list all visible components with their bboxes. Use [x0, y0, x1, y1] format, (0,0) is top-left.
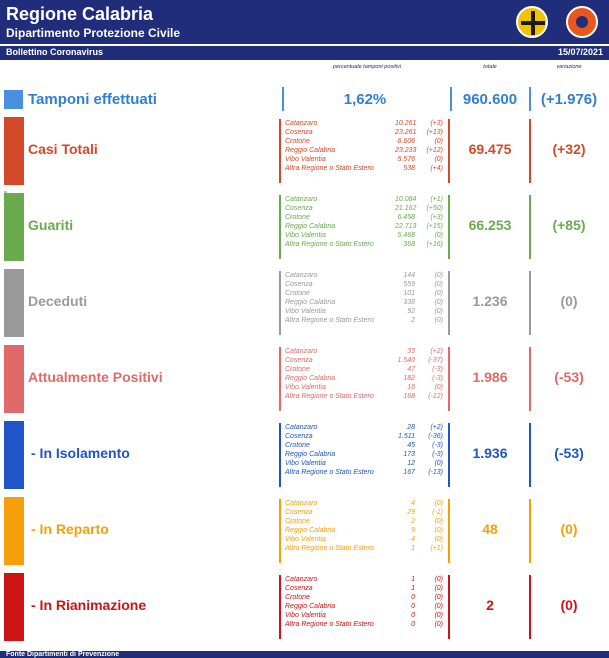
province-delta: (0) — [434, 576, 443, 583]
province-name: Catanzaro — [285, 120, 318, 127]
province-delta: (+15) — [426, 223, 443, 231]
province-delta: (0) — [434, 156, 443, 164]
province-delta: (+2) — [430, 348, 443, 355]
province-value: 92 — [407, 308, 415, 316]
separator — [529, 119, 531, 183]
province-value: 4 — [411, 500, 415, 507]
province-line — [283, 307, 447, 316]
category-row — [0, 193, 609, 261]
province-value: 2 — [411, 317, 415, 325]
header-variation: variazione — [556, 64, 582, 70]
province-name: Catanzaro — [285, 424, 318, 431]
province-name: Catanzaro — [285, 500, 318, 507]
category-total: 69.475 — [468, 141, 512, 157]
province-delta: (0) — [434, 603, 443, 611]
separator — [448, 271, 450, 335]
separator — [282, 87, 284, 111]
province-line — [283, 468, 447, 477]
province-name: Altra Regione o Stato Estero — [285, 469, 374, 477]
province-line — [283, 432, 447, 441]
separator — [448, 499, 450, 563]
province-delta: (0) — [434, 290, 443, 298]
province-line — [283, 459, 447, 468]
header-percentage: percentuale tamponi positivi — [332, 64, 402, 70]
province-delta: (0) — [434, 299, 443, 307]
province-line — [283, 222, 447, 231]
province-name: Cosenza — [285, 357, 313, 365]
province-value: 144 — [403, 272, 415, 279]
tamponi-row — [0, 84, 609, 114]
province-name: Reggio Calabria — [285, 451, 336, 459]
separator — [529, 271, 531, 335]
province-delta: (0) — [434, 308, 443, 316]
province-value: 167 — [403, 469, 415, 477]
province-line — [283, 441, 447, 450]
province-value: 12 — [407, 460, 415, 468]
category-color-box — [4, 193, 24, 261]
province-name: Vibo Valentia — [285, 536, 326, 544]
category-label: Attualmente Positivi — [28, 369, 163, 385]
province-line — [283, 584, 447, 593]
category-color-box — [4, 421, 24, 489]
province-delta: (0) — [434, 527, 443, 535]
province-name: Reggio Calabria — [285, 223, 336, 231]
category-color-box — [4, 573, 24, 641]
province-name: Reggio Calabria — [285, 527, 336, 535]
province-value: 1 — [411, 576, 415, 583]
separator — [448, 423, 450, 487]
province-list — [283, 423, 447, 487]
province-name: Catanzaro — [285, 576, 318, 583]
province-delta: (-3) — [432, 451, 443, 459]
province-line — [283, 499, 447, 508]
province-line — [283, 544, 447, 553]
province-value: 9 — [411, 527, 415, 535]
tamponi-label: Tamponi effettuati — [28, 91, 157, 108]
province-value: 168 — [403, 393, 415, 401]
category-total: 2 — [486, 597, 494, 613]
separator — [529, 195, 531, 259]
header-total: totale — [483, 64, 497, 70]
province-value: 182 — [403, 375, 415, 383]
province-name: Reggio Calabria — [285, 375, 336, 383]
page-subtitle: Dipartimento Protezione Civile — [6, 26, 181, 40]
province-line — [283, 392, 447, 401]
province-line — [283, 611, 447, 620]
category-total: 66.253 — [468, 217, 512, 233]
province-list — [283, 499, 447, 563]
category-total: 1.986 — [472, 369, 508, 385]
province-name: Altra Regione o Stato Estero — [285, 393, 374, 401]
province-value: 1.540 — [397, 357, 415, 365]
province-name: Catanzaro — [285, 196, 318, 203]
province-line — [283, 620, 447, 629]
separator — [279, 271, 281, 335]
province-value: 0 — [411, 612, 415, 620]
province-name: Vibo Valentia — [285, 232, 326, 240]
province-name: Reggio Calabria — [285, 147, 336, 155]
province-value: 2 — [411, 518, 415, 526]
province-line — [283, 155, 447, 164]
province-name: Altra Regione o Stato Estero — [285, 621, 374, 629]
separator — [279, 347, 281, 411]
province-line — [283, 374, 447, 383]
province-value: 538 — [403, 165, 415, 173]
category-row — [0, 573, 609, 641]
province-line — [283, 298, 447, 307]
province-delta: (0) — [434, 518, 443, 526]
category-label: - In Isolamento — [31, 445, 130, 461]
separator — [279, 195, 281, 259]
province-value: 1 — [411, 585, 415, 593]
category-label: Guariti — [28, 217, 74, 233]
province-name: Reggio Calabria — [285, 299, 336, 307]
bulletin-bar — [0, 46, 609, 60]
province-name: Catanzaro — [285, 272, 318, 279]
category-row — [0, 345, 609, 413]
province-name: Cosenza — [285, 585, 313, 593]
province-value: 28 — [407, 424, 415, 431]
province-value: 6.458 — [397, 214, 415, 222]
separator — [279, 119, 281, 183]
province-name: Cosenza — [285, 433, 313, 441]
province-value: 101 — [403, 290, 415, 298]
category-row — [0, 269, 609, 337]
province-delta: (-3) — [432, 375, 443, 383]
province-line — [283, 240, 447, 249]
province-name: Crotone — [285, 594, 310, 602]
category-variation: (+32) — [552, 141, 586, 157]
province-line — [283, 602, 447, 611]
separator — [529, 87, 531, 111]
category-variation: (-53) — [554, 369, 584, 385]
separator — [448, 575, 450, 639]
province-line — [283, 316, 447, 325]
province-name: Vibo Valentia — [285, 308, 326, 316]
header — [0, 0, 609, 44]
province-line — [283, 204, 447, 213]
province-value: 45 — [407, 442, 415, 450]
province-line — [283, 365, 447, 374]
separator — [279, 575, 281, 639]
separator — [450, 87, 452, 111]
province-value: 5.576 — [397, 156, 415, 164]
province-value: 10.084 — [395, 196, 417, 203]
category-variation: (0) — [560, 597, 578, 613]
province-value: 0 — [411, 594, 415, 602]
province-value: 33 — [407, 348, 415, 355]
province-line — [283, 508, 447, 517]
province-value: 368 — [403, 241, 415, 249]
category-row — [0, 497, 609, 565]
category-variation: (0) — [560, 521, 578, 537]
province-list — [283, 195, 447, 259]
province-list — [283, 119, 447, 183]
tamponi-total: 960.600 — [462, 91, 518, 108]
province-name: Crotone — [285, 518, 310, 526]
province-line — [283, 575, 447, 584]
province-name: Vibo Valentia — [285, 384, 326, 392]
province-value: 559 — [403, 281, 415, 289]
separator — [448, 119, 450, 183]
province-delta: (+3) — [430, 120, 443, 127]
province-name: Cosenza — [285, 509, 313, 517]
province-delta: (+4) — [430, 165, 443, 173]
province-line — [283, 517, 447, 526]
province-name: Vibo Valentia — [285, 460, 326, 468]
province-delta: (+1) — [430, 196, 443, 203]
province-delta: (0) — [434, 460, 443, 468]
province-line — [283, 289, 447, 298]
province-line — [283, 231, 447, 240]
province-line — [283, 593, 447, 602]
separator — [448, 195, 450, 259]
province-value: 0 — [411, 621, 415, 629]
province-line — [283, 356, 447, 365]
province-delta: (0) — [434, 612, 443, 620]
category-variation: (-53) — [554, 445, 584, 461]
province-delta: (0) — [434, 384, 443, 392]
tamponi-variation: (+1.976) — [540, 91, 598, 108]
category-color-box — [4, 345, 24, 413]
province-line — [283, 280, 447, 289]
category-color-box — [4, 117, 24, 185]
province-line — [283, 146, 447, 155]
province-delta: (0) — [434, 585, 443, 593]
separator — [448, 347, 450, 411]
province-delta: (0) — [434, 500, 443, 507]
province-value: 22.713 — [395, 223, 417, 231]
province-name: Crotone — [285, 290, 310, 298]
province-delta: (0) — [434, 272, 443, 279]
province-line — [283, 164, 447, 173]
tamponi-color-box — [4, 90, 23, 109]
province-delta: (+50) — [426, 205, 443, 213]
province-line — [283, 347, 447, 356]
province-delta: (+2) — [430, 424, 443, 431]
province-value: 1.511 — [398, 433, 415, 441]
province-delta: (+13) — [426, 129, 443, 137]
province-delta: (-13) — [428, 469, 443, 477]
category-row — [0, 421, 609, 489]
province-delta: (-1) — [432, 509, 443, 517]
province-value: 5.468 — [397, 232, 415, 240]
province-line — [283, 195, 447, 204]
bulletin-date: 15/07/2021 — [557, 47, 603, 57]
category-label: Casi Totali — [28, 141, 98, 157]
category-color-box — [4, 269, 24, 337]
province-line — [283, 137, 447, 146]
regione-calabria-logo-icon — [516, 6, 548, 38]
separator — [279, 423, 281, 487]
province-value: 10.261 — [395, 120, 417, 127]
province-name: Cosenza — [285, 205, 313, 213]
province-line — [283, 450, 447, 459]
province-delta: (0) — [434, 536, 443, 544]
province-delta: (0) — [434, 594, 443, 602]
province-value: 47 — [407, 366, 415, 374]
province-name: Vibo Valentia — [285, 156, 326, 164]
province-name: Crotone — [285, 366, 310, 374]
province-line — [283, 526, 447, 535]
province-name: Altra Regione o Stato Estero — [285, 317, 374, 325]
province-line — [283, 119, 447, 128]
province-delta: (-37) — [428, 357, 443, 365]
province-value: 338 — [403, 299, 415, 307]
province-delta: (0) — [434, 138, 443, 146]
province-delta: (0) — [434, 232, 443, 240]
province-name: Reggio Calabria — [285, 603, 336, 611]
page-title: Regione Calabria — [6, 4, 154, 24]
province-line — [283, 213, 447, 222]
category-label: Deceduti — [28, 293, 88, 309]
category-total: 1.936 — [472, 445, 508, 461]
province-name: Altra Regione o Stato Estero — [285, 165, 374, 173]
separator — [279, 499, 281, 563]
province-name: Crotone — [285, 138, 310, 146]
province-delta: (-12) — [428, 393, 443, 401]
province-value: 21.162 — [395, 205, 417, 213]
category-color-box — [4, 497, 24, 565]
province-value: 4 — [411, 536, 415, 544]
province-line — [283, 128, 447, 137]
province-line — [283, 383, 447, 392]
province-name: Altra Regione o Stato Estero — [285, 545, 374, 553]
province-line — [283, 271, 447, 280]
bulletin-title: Bollettino Coronavirus — [6, 47, 104, 57]
province-delta: (+1) — [430, 545, 443, 553]
province-value: 23.261 — [395, 129, 417, 137]
category-variation: (+85) — [552, 217, 586, 233]
province-delta: (0) — [434, 281, 443, 289]
province-value: 6.606 — [397, 138, 415, 146]
province-name: Altra Regione o Stato Estero — [285, 241, 374, 249]
province-name: Crotone — [285, 214, 310, 222]
protezione-civile-logo-icon — [566, 6, 598, 38]
province-line — [283, 535, 447, 544]
separator — [529, 575, 531, 639]
footer-source: Fonte Dipartimenti di Prevenzione — [0, 651, 609, 658]
province-delta: (-3) — [432, 366, 443, 374]
province-value: 0 — [411, 603, 415, 611]
category-variation: (0) — [560, 293, 578, 309]
category-total: 48 — [482, 521, 498, 537]
province-list — [283, 347, 447, 411]
province-name: Vibo Valentia — [285, 612, 326, 620]
province-value: 173 — [403, 451, 415, 459]
province-delta: (-36) — [428, 433, 443, 441]
tamponi-percent: 1,62% — [343, 91, 387, 108]
province-delta: (+3) — [430, 214, 443, 222]
category-total: 1.236 — [472, 293, 508, 309]
province-list — [283, 271, 447, 335]
province-name: Cosenza — [285, 129, 313, 137]
category-label: - In Rianimazione — [31, 597, 147, 613]
province-value: 29 — [407, 509, 415, 517]
province-value: 23.233 — [395, 147, 417, 155]
province-delta: (0) — [434, 317, 443, 325]
separator — [529, 499, 531, 563]
province-delta: (-3) — [432, 442, 443, 450]
province-list — [283, 575, 447, 639]
province-value: 1 — [411, 545, 415, 553]
province-name: Catanzaro — [285, 348, 318, 355]
province-delta: (0) — [434, 621, 443, 629]
province-value: 16 — [407, 384, 415, 392]
province-delta: (+12) — [426, 147, 443, 155]
province-name: Crotone — [285, 442, 310, 450]
category-row — [0, 117, 609, 185]
category-label: - In Reparto — [31, 521, 109, 537]
separator — [529, 423, 531, 487]
province-name: Cosenza — [285, 281, 313, 289]
separator — [529, 347, 531, 411]
province-delta: (+16) — [426, 241, 443, 249]
province-line — [283, 423, 447, 432]
